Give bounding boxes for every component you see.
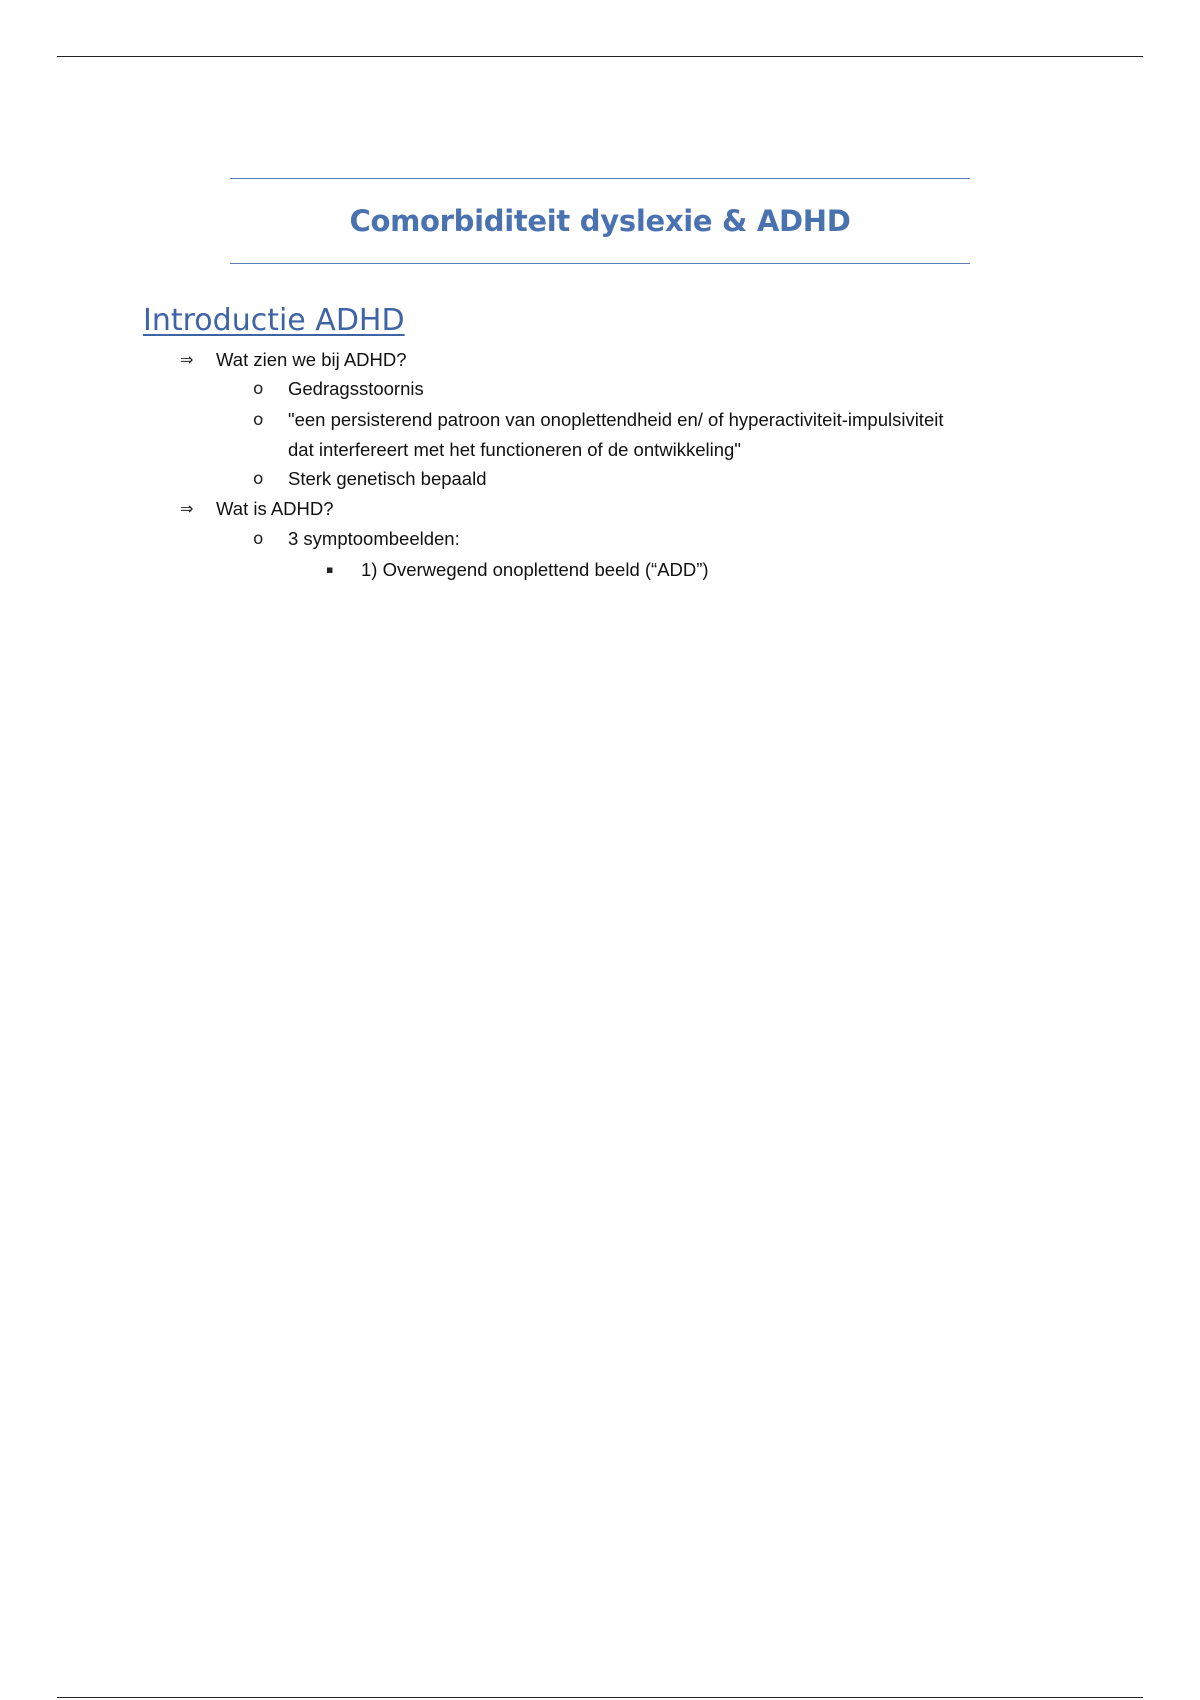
list-item-level3: 1) Overwegend onoplettend beeld (“ADD”) [361, 559, 709, 580]
footer-rule [57, 1697, 1143, 1698]
square-bullet-icon: ▪ [326, 563, 334, 576]
list-item-level2: 3 symptoombeelden: [288, 528, 460, 549]
circle-bullet-icon: o [253, 379, 264, 399]
document-title: Comorbiditeit dyslexie & ADHD [349, 204, 851, 238]
section-heading: Introductie ADHD [143, 303, 405, 338]
circle-bullet-icon: o [253, 529, 264, 549]
list-item-level2-continuation: dat interfereert met het functioneren of de ontwikkeling" [288, 439, 741, 460]
title-block [230, 178, 970, 264]
arrow-bullet-icon: ⇒ [180, 499, 194, 518]
header-rule [57, 56, 1143, 57]
circle-bullet-icon: o [253, 469, 264, 489]
list-item-level1: Wat zien we bij ADHD? [216, 349, 407, 370]
circle-bullet-icon: o [253, 410, 264, 430]
list-item-level2: "een persisterend patroon van onoplettendheid en/ of hyperactiviteit-impulsiviteit [288, 409, 944, 430]
list-item-level1: Wat is ADHD? [216, 498, 334, 519]
list-item-level2: Gedragsstoornis [288, 378, 424, 399]
list-item-level2: Sterk genetisch bepaald [288, 468, 487, 489]
arrow-bullet-icon: ⇒ [180, 350, 194, 369]
